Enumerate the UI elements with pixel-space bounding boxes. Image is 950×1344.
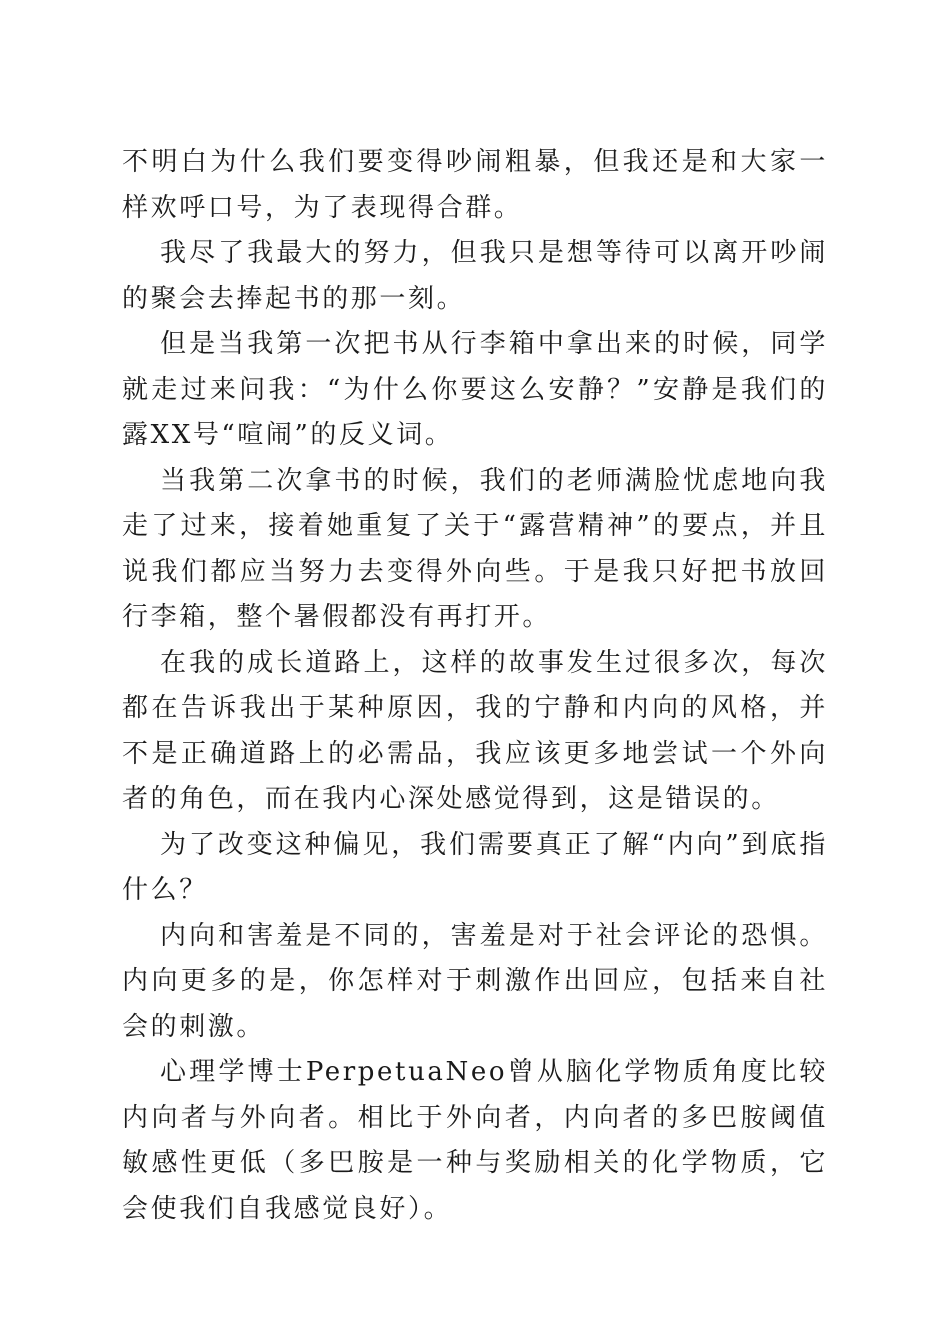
paragraph: 在我的成长道路上，这样的故事发生过很多次，每次都在告诉我出于某种原因，我的宁静和内向的风格，并不是正确道路上的必需品，我应该更多地尝试一个外向者的角色，而在我内心深处感觉得到，这是错误的。	[122, 647, 828, 814]
paragraph: 当我第二次拿书的时候，我们的老师满脸忧虑地向我走了过来，接着她重复了关于“露营精神”的要点，并且说我们都应当努力去变得外向些。于是我只好把书放回行李箱，整个暑假都没有再打开。	[122, 465, 828, 632]
document-body	[122, 140, 828, 1232]
paragraph: 心理学博士PerpetuaNeo曾从脑化学物质角度比较内向者与外向者。相比于外向者，内向者的多巴胺阈值敏感性更低（多巴胺是一种与奖励相关的化学物质，它会使我们自我感觉良好）。	[122, 1057, 828, 1224]
paragraph: 内向和害羞是不同的，害羞是对于社会评论的恐惧。内向更多的是，你怎样对于刺激作出回应，包括来自社会的刺激。	[122, 920, 828, 1042]
paragraph: 但是当我第一次把书从行李箱中拿出来的时候，同学就走过来问我：“为什么你要这么安静？”安静是我们的露XX号“喧闹”的反义词。	[122, 329, 828, 450]
paragraph: 不明白为什么我们要变得吵闹粗暴，但我还是和大家一样欢呼口号，为了表现得合群。	[122, 147, 828, 223]
paragraph: 为了改变这种偏见，我们需要真正了解“内向”到底指什么？	[122, 829, 828, 905]
paragraph: 我尽了我最大的努力，但我只是想等待可以离开吵闹的聚会去捧起书的那一刻。	[122, 238, 828, 314]
